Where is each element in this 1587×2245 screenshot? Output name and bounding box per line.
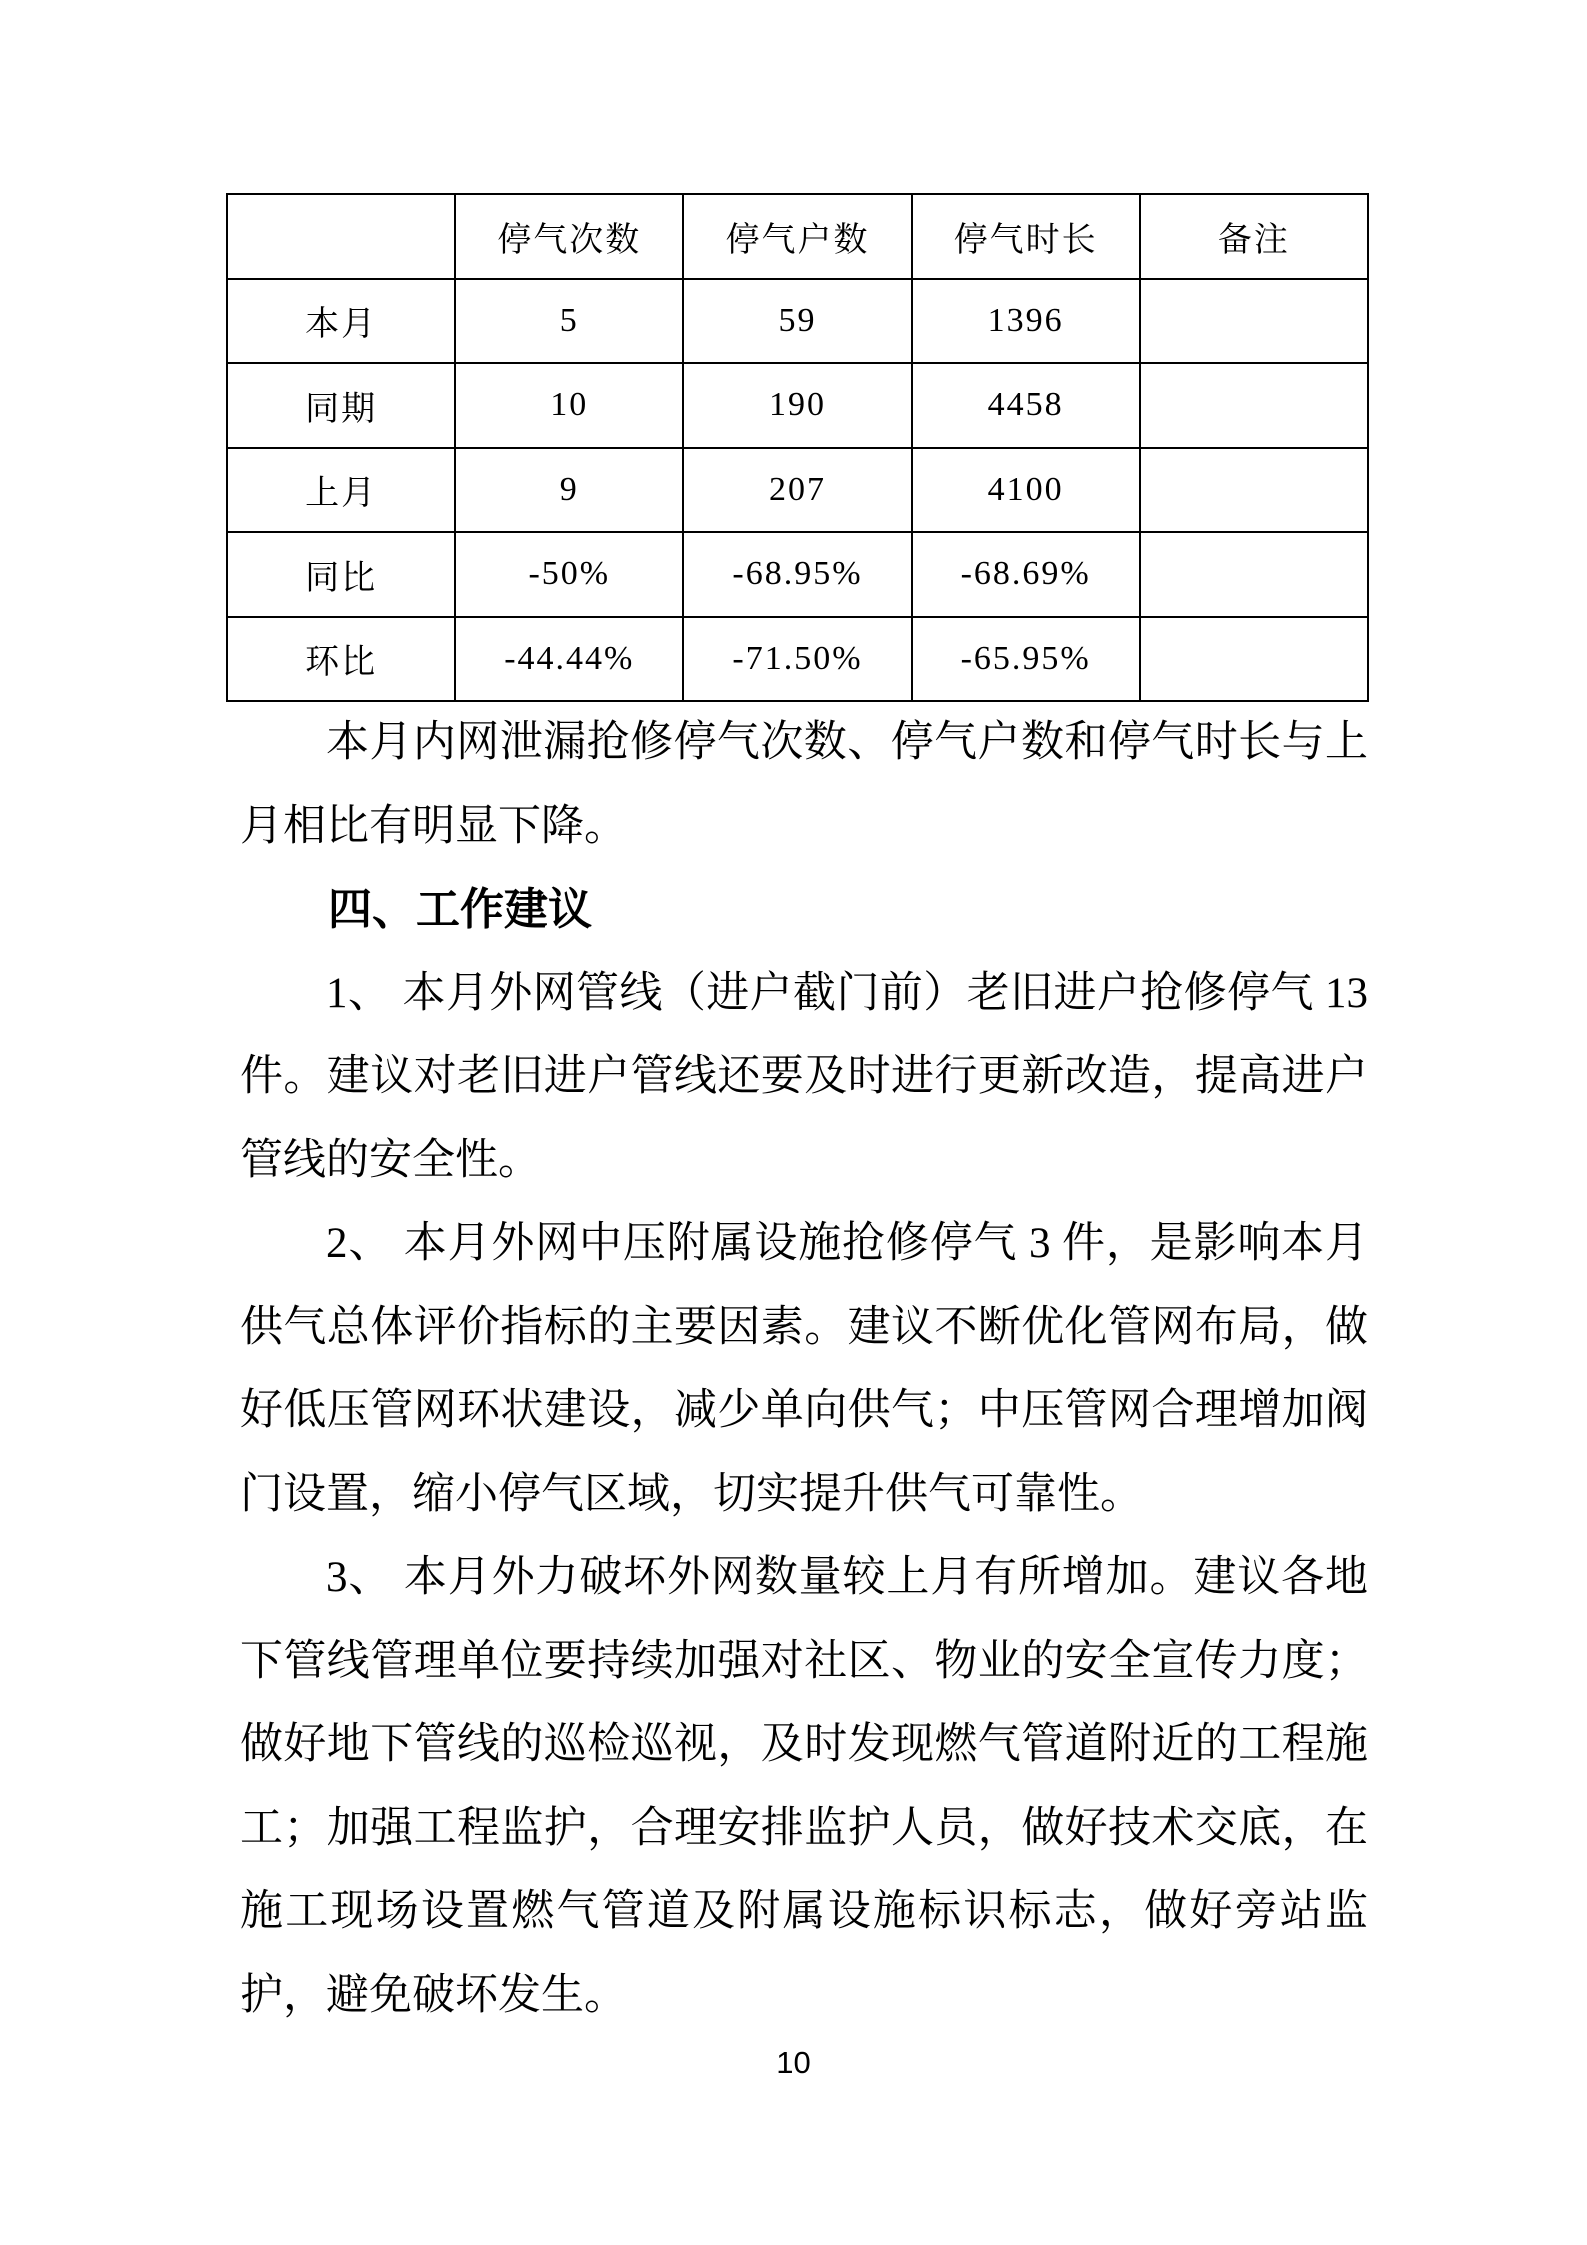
table-cell: -68.95% — [683, 532, 911, 617]
table-cell: 4458 — [912, 363, 1140, 448]
table-cell: -65.95% — [912, 617, 1140, 702]
suggestion-item-3: 3、 本月外力破坏外网数量较上月有所增加。建议各地下管线管理单位要持续加强对社区、物业的安全宣传力度；做好地下管线的巡检巡视，及时发现燃气管道附近的工程施工；加强工程监护，合理安排监护人员，做好技术交底，在施工现场设置燃气管道及附属设施标识标志，做好旁站监护，避免破坏发生。 — [240, 1554, 1368, 2019]
table-row-current-month — [227, 279, 1368, 364]
table-cell: 207 — [683, 448, 911, 533]
table-cell — [1140, 363, 1368, 448]
row-label-cell: 环比 — [227, 617, 455, 702]
table-cell — [1140, 448, 1368, 533]
row-label-cell: 上月 — [227, 448, 455, 533]
table-cell: 4100 — [912, 448, 1140, 533]
table-cell — [1140, 279, 1368, 364]
table-header-cell-remarks: 备注 — [1140, 194, 1368, 279]
table-row-last-month — [227, 448, 1368, 533]
table-cell: 10 — [455, 363, 683, 448]
gas-stoppage-table — [226, 193, 1369, 702]
table-header-cell-household-count: 停气户数 — [683, 194, 911, 279]
table-header-cell-duration: 停气时长 — [912, 194, 1140, 279]
table-row-mom — [227, 617, 1368, 702]
table-header-cell-blank — [227, 194, 455, 279]
suggestion-item-2: 2、 本月外网中压附属设施抢修停气 3 件，是影响本月供气总体评价指标的主要因素。建议不断优化管网布局，做好低压管网环状建设，减少单向供气；中压管网合理增加阀门设置，缩小停气区域，切实提升供气可靠性。 — [240, 1220, 1368, 1518]
table-cell: 5 — [455, 279, 683, 364]
table-cell: 190 — [683, 363, 911, 448]
table-cell — [1140, 532, 1368, 617]
row-label-cell: 同比 — [227, 532, 455, 617]
table-cell: 1396 — [912, 279, 1140, 364]
table-row-yoy — [227, 532, 1368, 617]
table-cell: -71.50% — [683, 617, 911, 702]
table-row-same-period — [227, 363, 1368, 448]
document-body — [240, 701, 1368, 2037]
table-cell: 59 — [683, 279, 911, 364]
table-cell: -68.69% — [912, 532, 1140, 617]
table-cell — [1140, 617, 1368, 702]
table-header-row — [227, 194, 1368, 279]
table-cell: 9 — [455, 448, 683, 533]
table-cell: -44.44% — [455, 617, 683, 702]
row-label-cell: 同期 — [227, 363, 455, 448]
summary-paragraph: 本月内网泄漏抢修停气次数、停气户数和停气时长与上月相比有明显下降。 — [240, 719, 1368, 850]
table-header-cell-stoppage-count: 停气次数 — [455, 194, 683, 279]
table-cell: -50% — [455, 532, 683, 617]
page-number: 10 — [776, 2045, 811, 2080]
row-label-cell: 本月 — [227, 279, 455, 364]
section-heading-work-suggestions: 四、工作建议 — [328, 885, 592, 934]
suggestion-item-1: 1、 本月外网管线（进户截门前）老旧进户抢修停气 13 件。建议对老旧进户管线还要及时进行更新改造，提高进户管线的安全性。 — [240, 969, 1368, 1184]
